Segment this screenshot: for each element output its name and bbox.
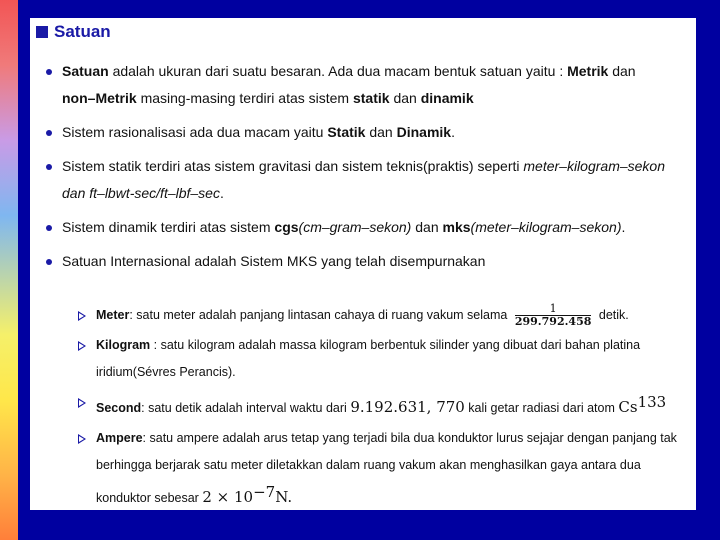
slide-content bbox=[30, 18, 696, 510]
sub-bullet-list bbox=[78, 302, 688, 510]
term: Satuan bbox=[62, 63, 109, 79]
math-value: 2 × 10 bbox=[202, 488, 254, 507]
sub-bullet-ampere bbox=[78, 425, 688, 510]
bullet-list bbox=[44, 58, 690, 275]
text: . bbox=[219, 185, 224, 201]
text: kali getar radiasi dari atom bbox=[464, 401, 619, 416]
math-superscript: −7 bbox=[253, 483, 276, 502]
atom-superscript: 133 bbox=[637, 393, 667, 411]
math-value: 9.192.631, 770 bbox=[350, 398, 465, 417]
fraction-denominator: 299.792.458 bbox=[514, 315, 592, 329]
term: Ampere bbox=[96, 431, 143, 446]
square-bullet-icon bbox=[36, 26, 48, 38]
bullet-dot-icon bbox=[46, 130, 52, 136]
term: mks bbox=[442, 219, 471, 235]
text: dan bbox=[411, 219, 443, 235]
text: : satu ampere adalah arus tetap yang terjadi bila dua konduktor lurus sejajar dengan panjang tak berhingga berjarak satu meter diletakkan dalam ruang vakum akan menghasilkan gaya antara dua konduktor sebesar bbox=[96, 431, 677, 506]
text: adalah ukuran dari suatu besaran. Ada dua macam bentuk satuan yaitu : bbox=[108, 63, 568, 79]
term: non–Metrik bbox=[62, 90, 137, 106]
bullet-dot-icon bbox=[46, 259, 52, 265]
text: detik. bbox=[598, 308, 629, 322]
fraction-numerator: 1 bbox=[515, 303, 592, 316]
gradient-side-stripe bbox=[0, 0, 18, 540]
bullet-satuan-internasional bbox=[44, 248, 690, 275]
slide-heading bbox=[36, 22, 111, 42]
slide-title: Satuan bbox=[54, 22, 111, 41]
triangle-bullet-icon bbox=[78, 398, 86, 408]
term: dinamik bbox=[420, 90, 474, 106]
italic-text: meter–kilogram–sekon dan ft–lbwt-sec/ft–lbf–sec bbox=[62, 158, 665, 201]
sub-bullet-second bbox=[78, 389, 688, 422]
text: dan bbox=[389, 90, 421, 106]
text: . bbox=[451, 124, 455, 140]
term: Second bbox=[96, 401, 142, 416]
text: : satu meter adalah panjang lintasan cahaya di ruang vakum selama bbox=[129, 308, 508, 322]
text: : satu detik adalah interval waktu dari bbox=[141, 401, 351, 416]
sub-bullet-kilogram bbox=[78, 332, 688, 386]
bullet-dot-icon bbox=[46, 225, 52, 231]
term: statik bbox=[352, 90, 390, 106]
term: Kilogram bbox=[96, 338, 151, 352]
atom-symbol: Cs bbox=[618, 398, 638, 417]
term: Statik bbox=[327, 124, 366, 140]
text: : satu kilogram adalah massa kilogram berbentuk silinder yang dibuat dari bahan platina iridium(Sévres Perancis). bbox=[96, 338, 641, 379]
text: Sistem rasionalisasi ada dua macam yaitu bbox=[62, 124, 328, 140]
bullet-satuan bbox=[44, 58, 690, 112]
text: Sistem dinamik terdiri atas sistem bbox=[62, 219, 275, 235]
sub-bullet-meter bbox=[78, 302, 688, 329]
triangle-bullet-icon bbox=[78, 434, 86, 444]
bullet-dot-icon bbox=[46, 164, 52, 170]
italic-text: (cm–gram–sekon) bbox=[298, 219, 412, 235]
triangle-bullet-icon bbox=[78, 311, 86, 321]
triangle-bullet-icon bbox=[78, 341, 86, 351]
text: Satuan Internasional adalah Sistem MKS yang telah disempurnakan bbox=[62, 253, 486, 269]
bullet-sistem-statik bbox=[44, 153, 690, 207]
italic-text: (meter–kilogram–sekon) bbox=[470, 219, 622, 235]
term: cgs bbox=[274, 219, 299, 235]
text: masing-masing terdiri atas sistem bbox=[136, 90, 353, 106]
term: Dinamik bbox=[396, 124, 452, 140]
bullet-dot-icon bbox=[46, 69, 52, 75]
fraction bbox=[515, 303, 592, 328]
text: Sistem statik terdiri atas sistem gravitasi dan sistem teknis(praktis) seperti bbox=[62, 158, 524, 174]
text: dan bbox=[608, 63, 636, 79]
math-unit: N. bbox=[275, 488, 293, 507]
text: . bbox=[621, 219, 626, 235]
bullet-rasionalisasi bbox=[44, 119, 690, 146]
term: Meter bbox=[96, 308, 130, 322]
text: dan bbox=[365, 124, 397, 140]
term: Metrik bbox=[567, 63, 609, 79]
bullet-sistem-dinamik bbox=[44, 214, 690, 241]
